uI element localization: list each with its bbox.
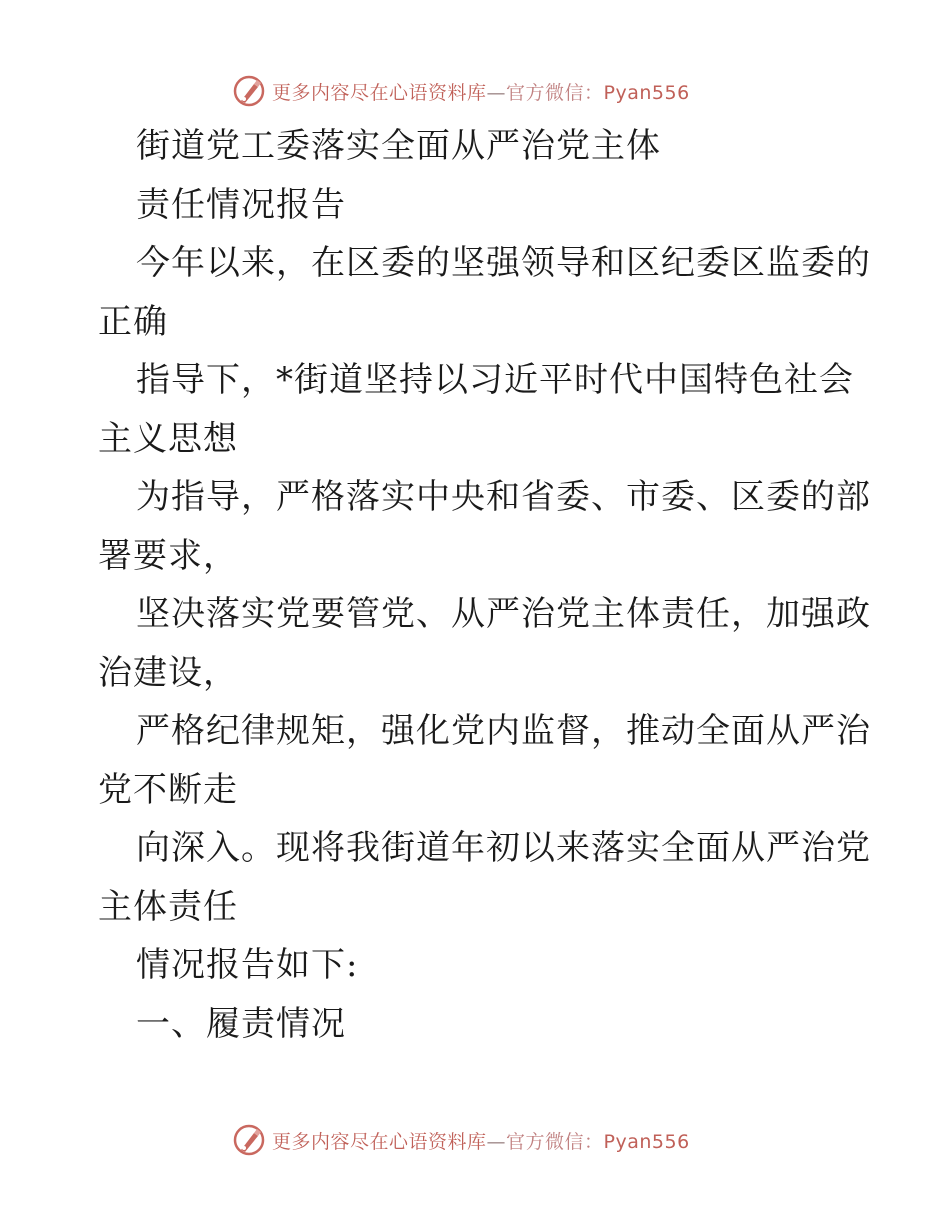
- watermark-wechat-id: Pyan556: [603, 1130, 690, 1153]
- doc-title-line-1: 街道党工委落实全面从严治党主体: [136, 126, 661, 166]
- watermark-dash: —: [486, 81, 507, 104]
- doc-paragraph-line: 向深入。现将我街道年初以来落实全面从严治党: [136, 828, 871, 868]
- watermark-site: 更多内容尽在心语资料库: [272, 81, 487, 104]
- doc-paragraph-line: 坚决落实党要管党、从严治党主体责任，加强政: [136, 594, 871, 634]
- doc-paragraph-line: 主体责任: [98, 886, 238, 927]
- watermark-text: [272, 1127, 690, 1154]
- footer-watermark: [232, 1120, 690, 1160]
- watermark-wechat-id: Pyan556: [603, 81, 690, 104]
- doc-title-line-2: 责任情况报告: [136, 184, 346, 225]
- doc-paragraph-line: 正确: [98, 301, 168, 342]
- watermark-text: [272, 78, 690, 105]
- doc-paragraph-line: 情况报告如下:: [136, 945, 359, 985]
- doc-paragraph-line: 指导下，*街道坚持以习近平时代中国特色社会: [136, 360, 854, 400]
- watermark-dash: —: [486, 1130, 507, 1153]
- watermark-wechat-label: 官方微信：: [506, 1130, 604, 1153]
- doc-paragraph-line: 为指导，严格落实中央和省委、市委、区委的部: [136, 477, 871, 517]
- doc-paragraph-line: 严格纪律规矩，强化党内监督，推动全面从严治: [136, 711, 871, 751]
- pen-logo-icon: [232, 1123, 266, 1157]
- doc-paragraph-line: 党不断走: [98, 769, 238, 810]
- doc-paragraph-line: 今年以来，在区委的坚强领导和区纪委区监委的: [136, 243, 871, 283]
- header-watermark: [232, 71, 690, 111]
- doc-paragraph-line: 治建设，: [98, 652, 238, 693]
- doc-paragraph-line: 署要求，: [98, 535, 238, 576]
- doc-paragraph-line: 主义思想: [98, 418, 238, 459]
- document-body: [98, 117, 871, 1053]
- section-heading: 一、履责情况: [136, 1003, 346, 1044]
- watermark-wechat-label: 官方微信：: [506, 81, 604, 104]
- watermark-site: 更多内容尽在心语资料库: [272, 1130, 487, 1153]
- pen-logo-icon: [232, 74, 266, 108]
